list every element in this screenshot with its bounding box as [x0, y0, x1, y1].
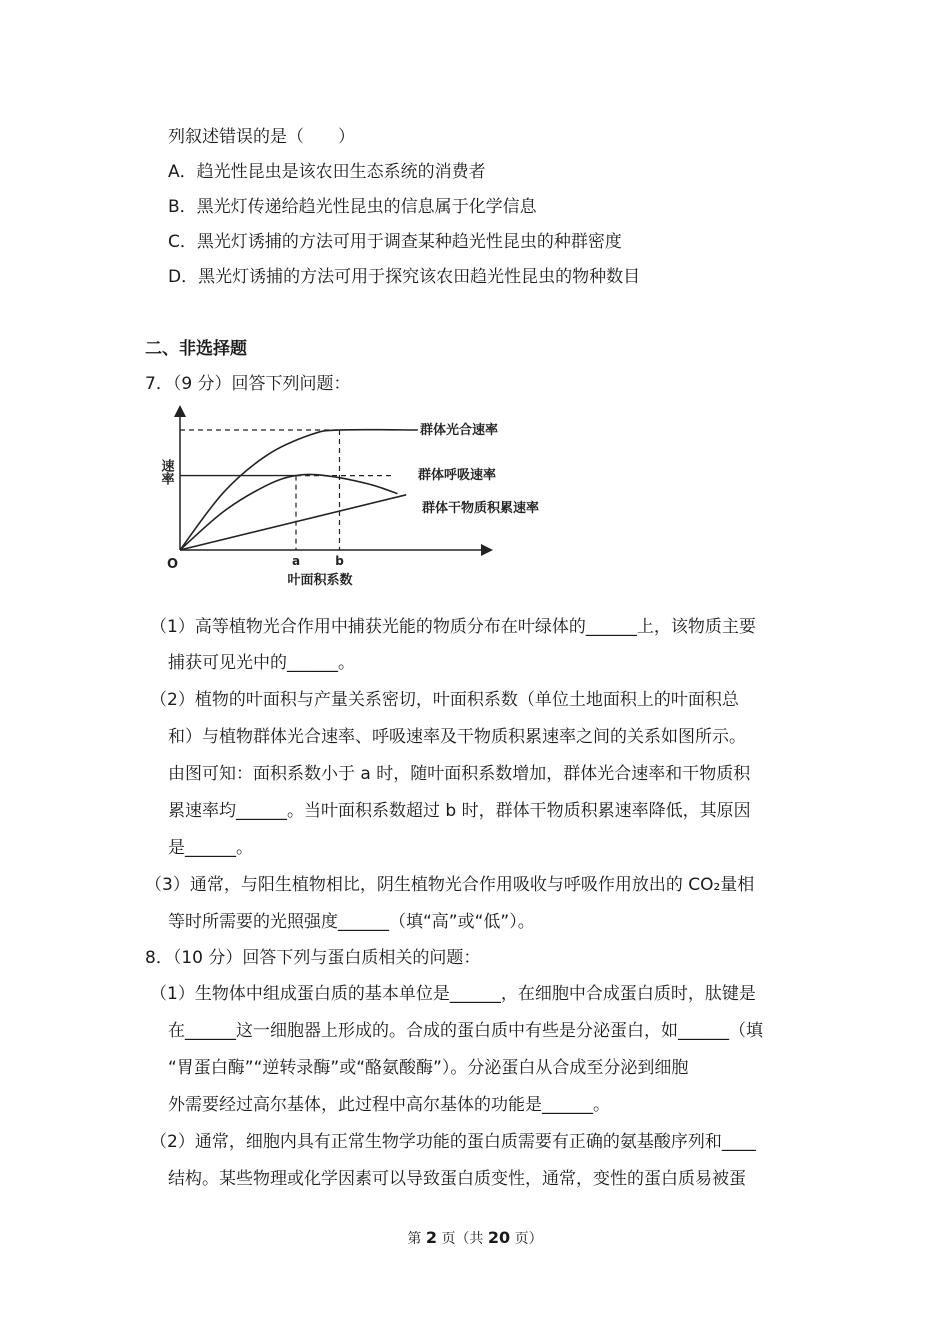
footer-prefix: 第	[407, 1231, 422, 1247]
footer-total-pages: 20	[487, 1228, 511, 1247]
q7-line-3: （2）植物的叶面积与产量关系密切，叶面积系数（单位土地面积上的叶面积总	[150, 690, 739, 710]
footer-suffix: 页）	[514, 1231, 543, 1247]
q8-line-2: 在______这一细胞器上形成的。合成的蛋白质中有些是分泌蛋白，如______（填	[168, 1021, 763, 1041]
q6-option-a: A．趋光性昆虫是该农田生态系统的消费者	[168, 162, 486, 182]
legend-dry-matter-label: 群体干物质积累速率	[422, 501, 540, 516]
origin-label: O	[166, 557, 178, 572]
x-tick-a: a	[291, 554, 301, 568]
legend-respiration-label: 群体呼吸速率	[418, 468, 497, 483]
x-tick-b: b	[335, 554, 344, 568]
series-photosynthesis-curve	[180, 430, 418, 550]
legend-photosynthesis-label: 群体光合速率	[420, 423, 499, 438]
q8-line-1: （1）生物体中组成蛋白质的基本单位是______，在细胞中合成蛋白质时，肽键是	[150, 984, 756, 1004]
q7-line-4: 和）与植物群体光合速率、呼吸速率及干物质积累速率之间的关系如图所示。	[168, 727, 746, 747]
footer-middle: 页（共	[441, 1231, 484, 1247]
q6-option-c: C．黑光灯诱捕的方法可用于调查某种趋光性昆虫的种群密度	[168, 232, 622, 252]
q7-line-8: （3）通常，与阳生植物相比，阴生植物光合作用吸收与呼吸作用放出的 CO₂量相	[145, 875, 755, 895]
q6-option-d: D．黑光灯诱捕的方法可用于探究该农田趋光性昆虫的物种数目	[168, 267, 641, 287]
q8-line-4: 外需要经过高尔基体，此过程中高尔基体的功能是______。	[168, 1095, 610, 1115]
q8-line-6: 结构。某些物理或化学因素可以导致蛋白质变性，通常，变性的蛋白质易被蛋	[168, 1169, 746, 1189]
q8-line-5: （2）通常，细胞内具有正常生物学功能的蛋白质需要有正确的氨基酸序列和____	[150, 1132, 756, 1152]
q6-option-b: B．黑光灯传递给趋光性昆虫的信息属于化学信息	[168, 197, 537, 217]
q7-line-9: 等时所需要的光照强度______（填“高”或“低”）。	[168, 912, 535, 932]
q6-stem-tail: 列叙述错误的是（ ）	[168, 127, 355, 147]
q7-line-2: 捕获可见光中的______。	[168, 653, 355, 673]
chart-svg	[140, 400, 580, 600]
section-title: 二、非选择题	[145, 339, 247, 359]
q7-line-5: 由图可知：面积系数小于 a 时，随叶面积系数增加，群体光合速率和干物质积	[168, 764, 751, 784]
x-axis-label: 叶面积系数	[287, 573, 353, 588]
q8-line-3: “胃蛋白酶”“逆转录酶”或“酪氨酸酶”）。分泌蛋白从合成至分泌到细胞	[168, 1058, 689, 1078]
footer-page-number: 2	[425, 1228, 437, 1247]
q8-header: 8．（10 分）回答下列与蛋白质相关的问题：	[145, 948, 481, 968]
q7-line-7: 是______。	[168, 838, 253, 858]
q7-header: 7．（9 分）回答下列问题：	[145, 374, 351, 394]
q7-line-1: （1）高等植物光合作用中捕获光能的物质分布在叶绿体的______上，该物质主要	[150, 617, 756, 637]
series-respiration-curve	[180, 474, 398, 550]
q7-line-6: 累速率均______。当叶面积系数超过 b 时，群体干物质积累速率降低，其原因	[168, 801, 751, 821]
leaf-area-chart	[140, 400, 580, 600]
y-axis-label: 速率	[158, 459, 174, 485]
page-footer	[0, 1228, 950, 1248]
